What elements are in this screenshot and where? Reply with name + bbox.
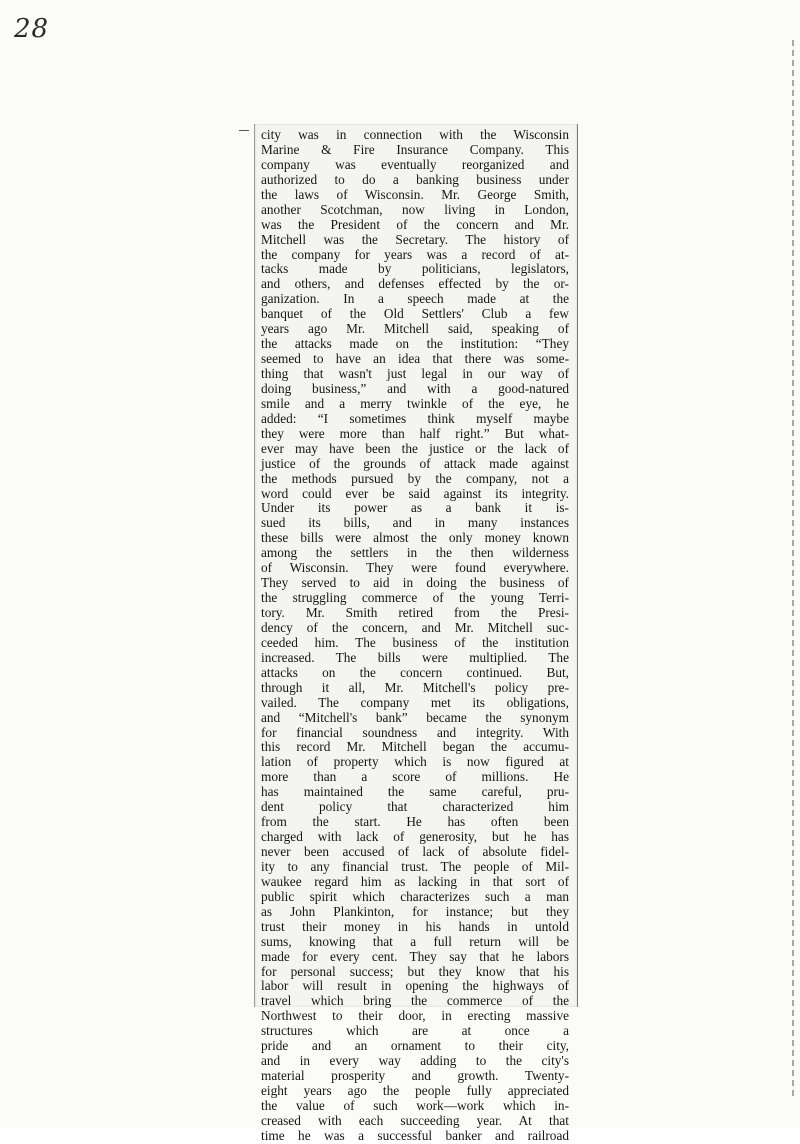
article-line: the struggling commerce of the young Terri- — [261, 590, 569, 606]
article-line: the value of such work—work which in- — [261, 1097, 569, 1113]
article-line: never been accused of lack of absolute fidel- — [261, 844, 569, 859]
article-line: and in every way adding to the city's — [261, 1053, 569, 1069]
article-line: word could ever be said against its integrity. — [261, 485, 569, 501]
article-line: more than a score of millions. He — [261, 769, 569, 785]
article-line: thing that wasn't just legal in our way of — [261, 366, 569, 381]
article-line: added: “I sometimes think myself maybe — [261, 410, 569, 426]
article-line: charged with lack of generosity, but he has — [261, 829, 569, 845]
article-line: smile and a merry twinkle of the eye, he — [261, 395, 569, 411]
article-line: the company for years was a record of at- — [261, 246, 569, 262]
article-line: Northwest to their door, in erecting massive — [261, 1008, 569, 1024]
article-line: dency of the concern, and Mr. Mitchell suc- — [261, 619, 569, 635]
article-line: for personal success; but they know that his — [261, 963, 569, 979]
article-line: seemed to have an idea that there was some- — [261, 351, 569, 367]
article-line: city was in connection with the Wisconsin — [261, 127, 569, 142]
article-line: among the settlers in the then wilderness — [261, 545, 569, 561]
article-line: of Wisconsin. They were found everywhere. — [261, 560, 569, 576]
article-line: dent policy that characterized him — [261, 799, 569, 815]
article-line: material prosperity and growth. Twenty- — [261, 1068, 569, 1084]
article-line: tory. Mr. Smith retired from the Presi- — [261, 605, 569, 620]
article-line: and “Mitchell's bank” became the synonym — [261, 709, 569, 725]
article-line: waukee regard him as lacking in that sort of — [261, 873, 569, 889]
article-line: doing business,” and with a good-natured — [261, 380, 569, 396]
article-line: banquet of the Old Settlers' Club a few — [261, 306, 569, 322]
article-line: tacks made by politicians, legislators, — [261, 261, 569, 277]
article-line: structures which are at once a — [261, 1023, 569, 1039]
article-line: these bills were almost the only money known — [261, 530, 569, 546]
newspaper-clipping — [254, 124, 578, 1143]
article-line: ceeded him. The business of the institution — [261, 634, 569, 650]
article-line: and others, and defenses effected by the or- — [261, 276, 569, 292]
article-line: through it all, Mr. Mitchell's policy pre- — [261, 679, 569, 695]
article-line: They served to aid in doing the business of — [261, 575, 569, 591]
clipping-corner-mark — [239, 130, 249, 143]
article-line: the methods pursued by the company, not a — [261, 470, 569, 486]
article-line: company was eventually reorganized and — [261, 156, 569, 172]
article-body — [261, 128, 569, 1144]
article-line: the laws of Wisconsin. Mr. George Smith, — [261, 186, 569, 202]
article-line: time he was a successful banker and railroad — [261, 1127, 569, 1143]
article-line: authorized to do a banking business under — [261, 171, 569, 187]
article-line: Marine & Fire Insurance Company. This — [261, 141, 569, 157]
article-line: ity to any financial trust. The people of Mil- — [261, 858, 569, 874]
article-line: years ago Mr. Mitchell said, speaking of — [261, 321, 569, 337]
article-line: ganization. In a speech made at the — [261, 291, 569, 307]
article-line: labor will result in opening the highways of — [261, 978, 569, 994]
article-line: from the start. He has often been — [261, 814, 569, 830]
article-line: they were more than half right.” But what- — [261, 425, 569, 441]
article-line: attacks on the concern continued. But, — [261, 664, 569, 680]
article-line: creased with each succeeding year. At that — [261, 1112, 569, 1128]
article-line: made for every cent. They say that he labors — [261, 948, 569, 964]
article-line: for financial soundness and integrity. With — [261, 724, 569, 740]
article-line: vailed. The company met its obligations, — [261, 694, 569, 710]
article-line: public spirit which characterizes such a man — [261, 888, 569, 904]
article-line: pride and an ornament to their city, — [261, 1038, 569, 1054]
article-line: justice of the grounds of attack made against — [261, 455, 569, 471]
article-line: as John Plankinton, for instance; but they — [261, 903, 569, 919]
article-line: travel which bring the commerce of the — [261, 993, 569, 1009]
article-line: the attacks made on the institution: “They — [261, 336, 569, 352]
article-line: eight years ago the people fully appreciated — [261, 1083, 569, 1098]
article-line: increased. The bills were multiplied. The — [261, 649, 569, 665]
article-line: trust their money in his hands in untold — [261, 918, 569, 934]
article-line: sued its bills, and in many instances — [261, 515, 569, 531]
article-line: ever may have been the justice or the lack of — [261, 440, 569, 456]
article-line: another Scotchman, now living in London, — [261, 201, 569, 217]
article-line: sums, knowing that a full return will be — [261, 933, 569, 949]
article-line: has maintained the same careful, pru- — [261, 784, 569, 800]
article-line: was the President of the concern and Mr. — [261, 216, 569, 232]
article-line: Under its power as a bank it is- — [261, 500, 569, 516]
article-line: this record Mr. Mitchell began the accumu- — [261, 739, 569, 755]
page-number: 28 — [14, 14, 50, 44]
article-line: lation of property which is now figured at — [261, 754, 569, 770]
page-edge-shadow — [792, 40, 794, 1100]
article-line: Mitchell was the Secretary. The history of — [261, 231, 569, 247]
